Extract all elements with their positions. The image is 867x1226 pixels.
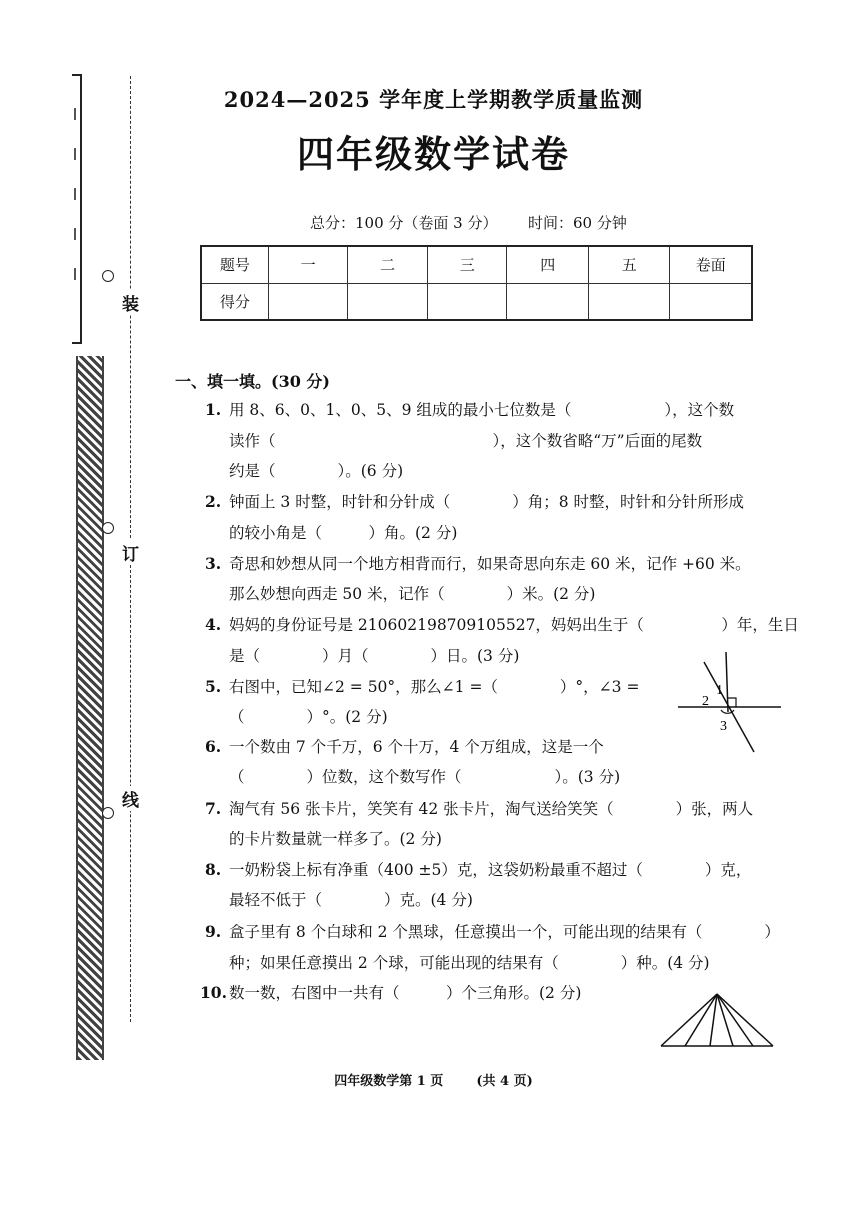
question-7-line-2: 的卡片数量就一样多了。(2 分): [229, 830, 442, 848]
binding-rope-pattern: [76, 356, 104, 1060]
exam-year-line: 2024—2025 学年度上学期教学质量监测: [223, 87, 644, 112]
score-input-1[interactable]: [268, 283, 348, 320]
score-cell-juanmian: 卷面: [670, 246, 752, 283]
question-1-line-2: 读作（ ），这个数省略“万”后面的尾数: [229, 432, 703, 450]
question-number: 5.: [205, 677, 222, 696]
question-9-line-1: 盒子里有 8 个白球和 2 个黑球，任意摸出一个，可能出现的结果有（ ）: [229, 923, 780, 941]
time-info: 时间：60 分钟: [528, 214, 627, 232]
question-5-line-2: （ ）°。(2 分): [229, 708, 388, 726]
score-cell-3: 三: [427, 246, 507, 283]
question-5-line-1: 右图中，已知∠2 = 50°，那么∠1 =（ ）°，∠3 =: [229, 678, 640, 696]
question-number: 7.: [205, 799, 222, 818]
binding-hole-2: [102, 522, 114, 534]
footer-page-label: 四年级数学第 1 页: [334, 1074, 444, 1089]
question-number: 4.: [205, 615, 222, 634]
question-10-line-1: 数一数，右图中一共有（ ）个三角形。(2 分): [229, 984, 582, 1002]
question-8-line-1: 一奶粉袋上标有净重（400 ±5）克，这袋奶粉最重不超过（ ）克，: [229, 861, 752, 879]
question-2-line-2: 的较小角是（ ）角。(2 分): [229, 524, 458, 542]
triangle-count-figure: [655, 990, 780, 1050]
question-6-line-1: 一个数由 7 个千万，6 个十万，4 个万组成，这是一个: [229, 738, 604, 756]
section-heading: 一、填一填。(30 分): [175, 372, 330, 391]
angle-figure: [676, 652, 786, 756]
question-9-line-2: 种；如果任意摸出 2 个球，可能出现的结果有（ ）种。(4 分): [229, 954, 710, 972]
question-6-line-2: （ ）位数，这个数写作（ ）。(3 分): [229, 768, 621, 786]
binding-hole-1: [102, 270, 114, 282]
score-input-2[interactable]: [348, 283, 428, 320]
score-input-3[interactable]: [427, 283, 507, 320]
question-number: 6.: [205, 737, 222, 756]
binding-label-ding: 订: [122, 540, 139, 565]
question-number: 8.: [205, 860, 222, 879]
question-4-line-2: 是（ ）月（ ）日。(3 分): [229, 647, 520, 665]
score-input-4[interactable]: [507, 283, 589, 320]
score-table: [200, 245, 753, 321]
angle-label-2: 2: [702, 694, 709, 709]
exam-title: 四年级数学试卷: [297, 132, 570, 176]
question-3-line-1: 奇思和妙想从同一个地方相背而行，如果奇思向东走 60 米，记作 +60 米。: [229, 555, 751, 573]
score-table-header-row: [201, 246, 752, 283]
score-table-score-row: [201, 283, 752, 320]
angle-label-1: 1: [716, 683, 723, 698]
question-number: 3.: [205, 554, 222, 573]
question-number: 10.: [200, 983, 227, 1002]
question-2-line-1: 钟面上 3 时整，时针和分针成（ ）角；8 时整，时针和分针所形成: [229, 493, 745, 511]
question-1-line-3: 约是（ ）。(6 分): [229, 462, 404, 480]
binding-label-zhuang: 装: [122, 290, 139, 315]
question-number: 1.: [205, 400, 222, 419]
score-input-juanmian[interactable]: [670, 283, 752, 320]
question-4-line-1: 妈妈的身份证号是 210602198709105527，妈妈出生于（ ）年，生日: [229, 616, 799, 634]
binding-label-xian: 线: [122, 786, 139, 811]
score-cell-2: 二: [348, 246, 428, 283]
question-8-line-2: 最轻不低于（ ）克。(4 分): [229, 891, 473, 909]
total-score-info: 总分：100 分（卷面 3 分）: [310, 214, 498, 232]
score-cell-label: 题号: [201, 246, 268, 283]
score-row-label: 得分: [201, 283, 268, 320]
question-3-line-2: 那么妙想向西走 50 米，记作（ ）米。(2 分): [229, 585, 596, 603]
question-7-line-1: 淘气有 56 张卡片，笑笑有 42 张卡片，淘气送给笑笑（ ）张，两人: [229, 800, 754, 818]
question-number: 9.: [205, 922, 222, 941]
score-cell-1: 一: [268, 246, 348, 283]
score-cell-4: 四: [507, 246, 589, 283]
score-cell-5: 五: [588, 246, 670, 283]
question-1-line-1: 用 8、6、0、1、0、5、9 组成的最小七位数是（ ），这个数: [229, 401, 735, 419]
page-footer: [0, 1070, 867, 1089]
footer-total-pages: (共 4 页): [476, 1074, 533, 1089]
score-input-5[interactable]: [588, 283, 670, 320]
angle-label-3: 3: [720, 719, 727, 734]
question-number: 2.: [205, 492, 222, 511]
binding-hole-3: [102, 807, 114, 819]
